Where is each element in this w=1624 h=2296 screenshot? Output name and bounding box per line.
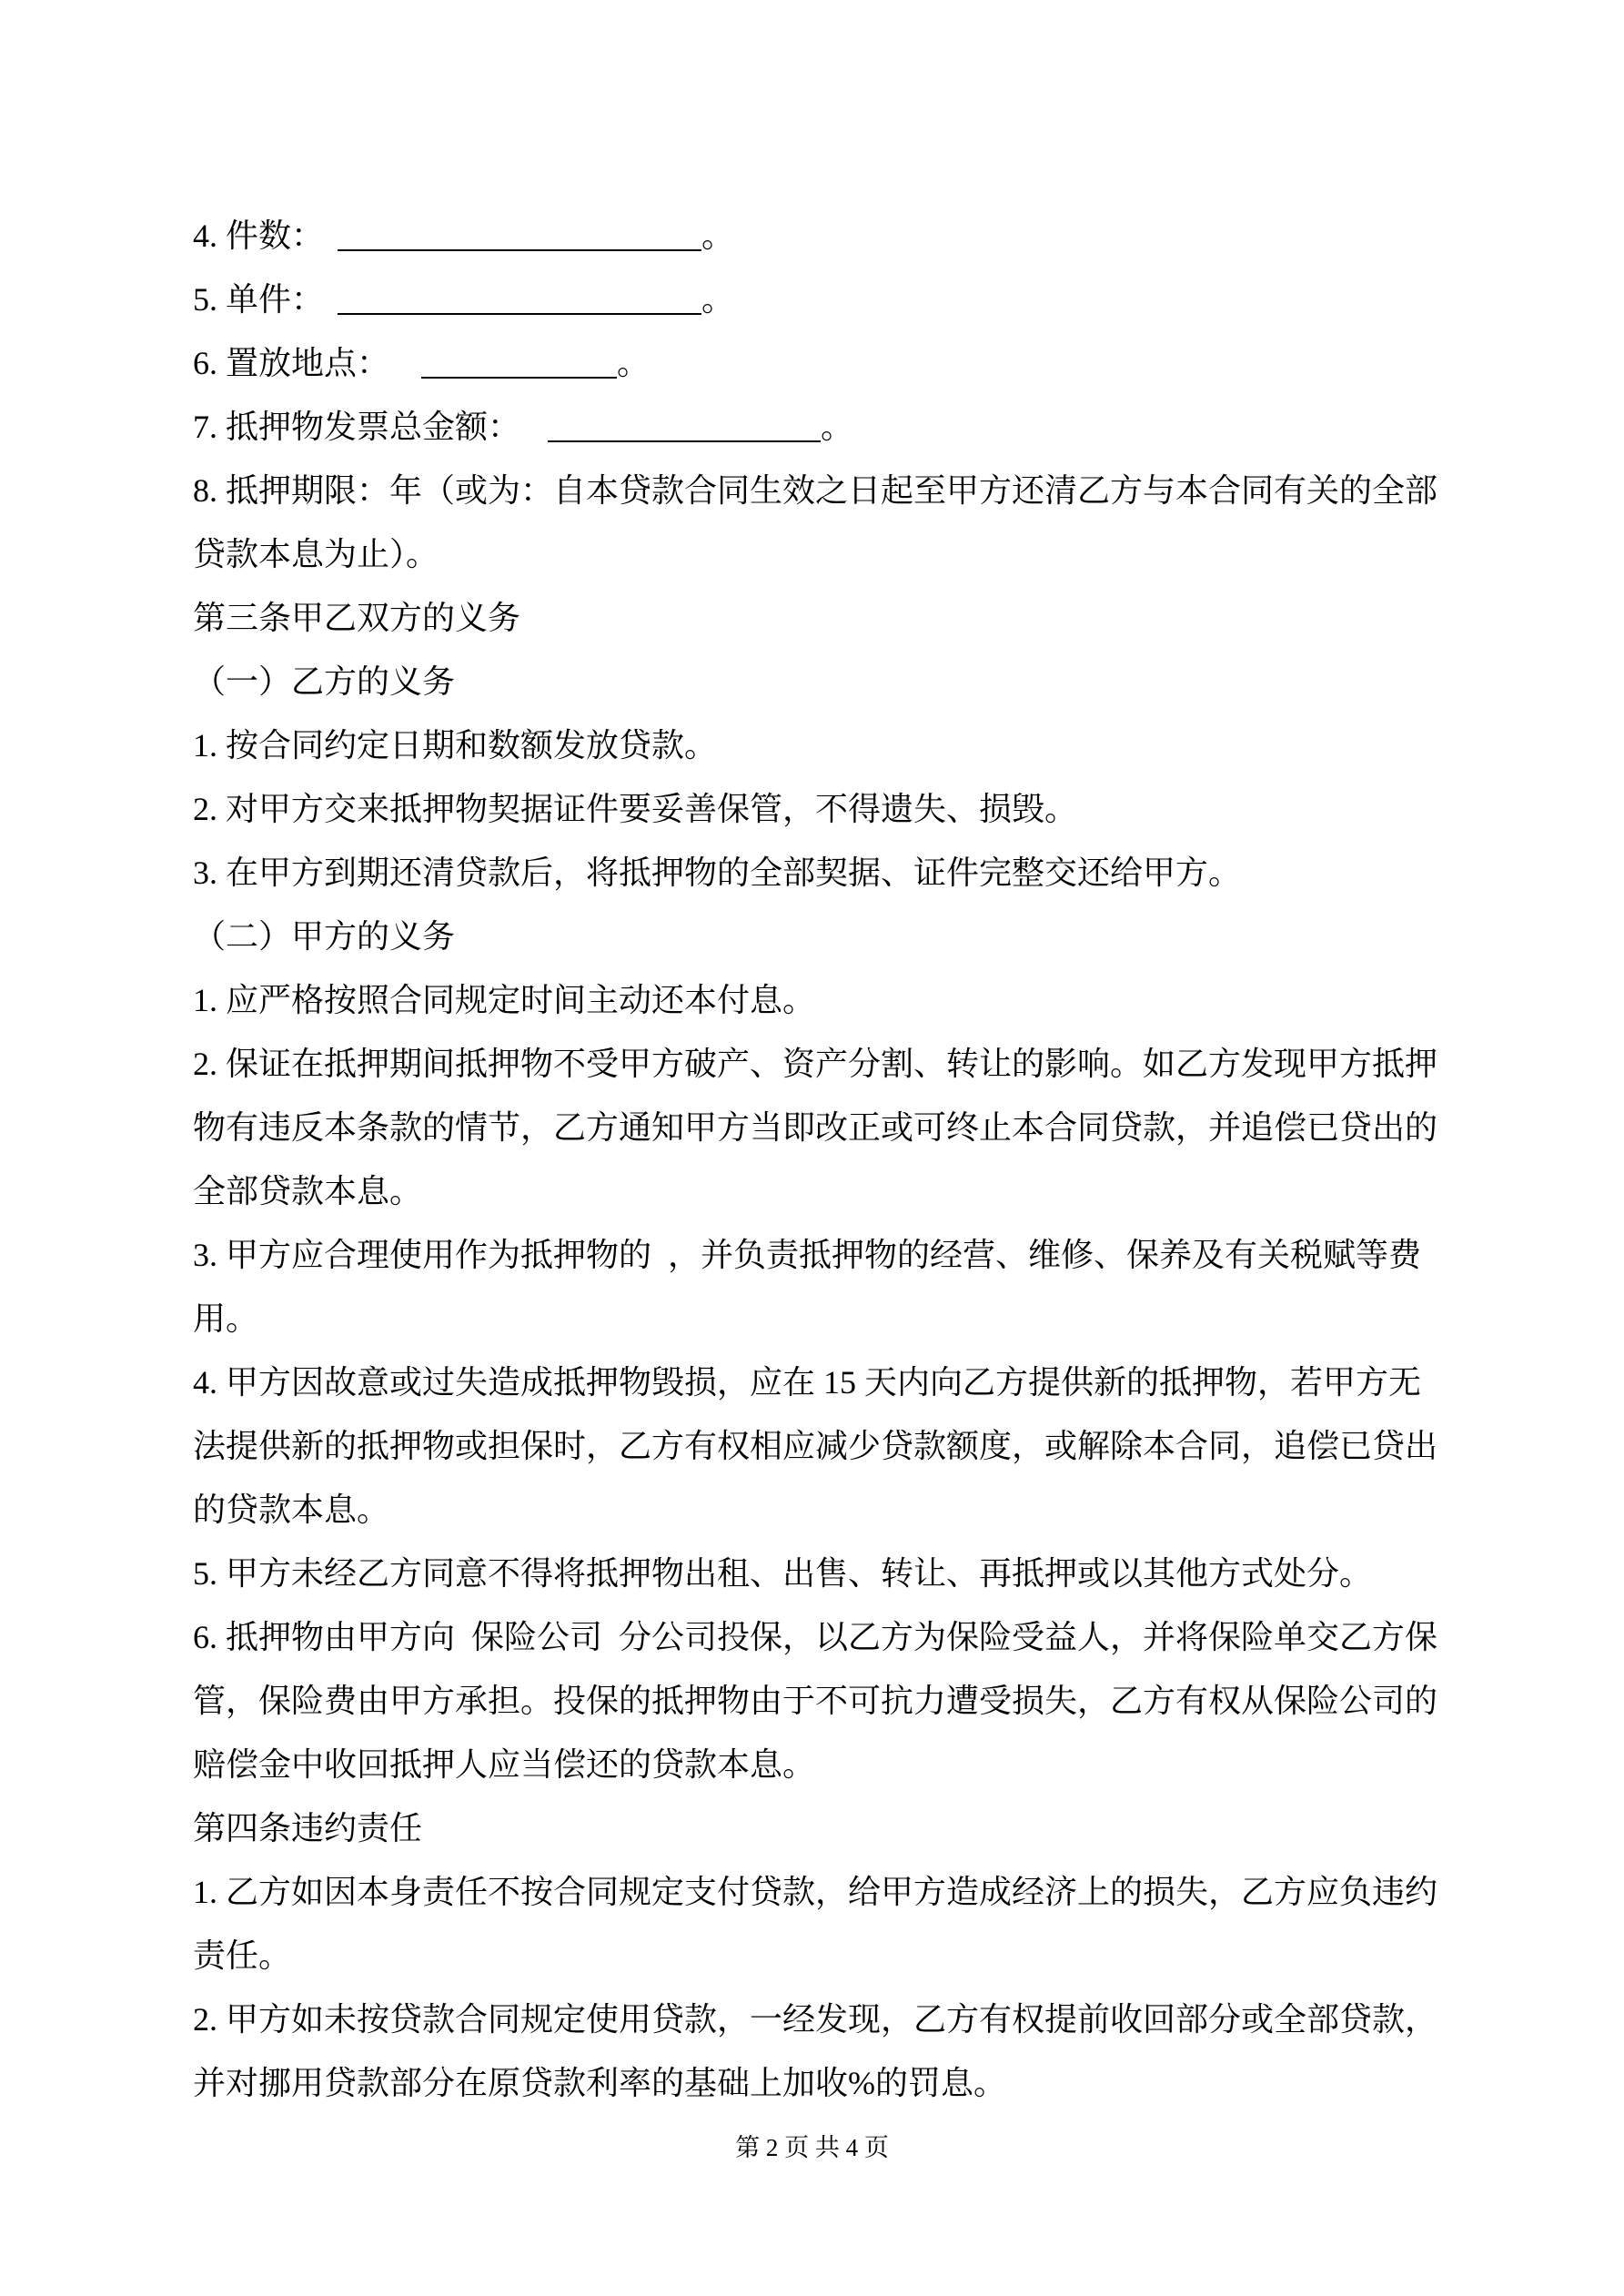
document-line [193,1605,1467,1669]
document-line [193,650,1467,713]
line-text: 。 [617,345,651,381]
document-line [193,713,1467,777]
line-text: 1. 应严格按照合同规定时间主动还本付息。 [193,982,816,1018]
line-text: 8. 抵押期限：年（或为：自本贷款合同生效之日起至甲方还清乙方与本合同有关的全部 [193,472,1438,509]
line-text: 第四条违约责任 [193,1810,423,1846]
line-text: 并对挪用贷款部分在原贷款利率的基础上加收%的罚息。 [193,2065,1006,2101]
line-text: 2. 对甲方交来抵押物契据证件要妥善保管，不得遗失、损毁。 [193,791,1078,827]
document-line [193,522,1467,586]
document-line [193,1924,1467,1988]
document-line [193,968,1467,1032]
line-text: 5. 甲方未经乙方同意不得将抵押物出租、出售、转让、再抵押或以其他方式处分。 [193,1555,1373,1592]
document-line [193,1988,1467,2051]
document-line [193,1669,1467,1733]
line-text: 物有违反本条款的情节，乙方通知甲方当即改正或可终止本合同贷款，并追偿已贷出的 [193,1109,1438,1146]
line-text: 法提供新的抵押物或担保时，乙方有权相应减少贷款额度，或解除本合同，追偿已贷出 [193,1428,1438,1464]
document-line [193,395,1467,459]
document-body [193,204,1467,2115]
line-text: 3. 甲方应合理使用作为抵押物的 ，并负责抵押物的经营、维修、保养及有关税赋等费 [193,1237,1422,1273]
line-text: 的贷款本息。 [193,1492,390,1528]
line-text: 7. 抵押物发票总金额： [193,409,521,445]
document-line [193,331,1467,395]
line-text: 6. 抵押物由甲方向 保险公司 分公司投保，以乙方为保险受益人，并将保险单交乙方保 [193,1619,1438,1655]
line-text: 赔偿金中收回抵押人应当偿还的贷款本息。 [193,1746,816,1783]
line-text: 1. 按合同约定日期和数额发放贷款。 [193,727,718,764]
line-text: 1. 乙方如因本身责任不按合同规定支付贷款，给甲方造成经济上的损失，乙方应负违约 [193,1874,1438,1910]
document-line [193,1159,1467,1223]
document-line [193,586,1467,650]
line-text: 用。 [193,1300,259,1337]
document-line [193,1542,1467,1605]
page-number: 第 2 页 共 4 页 [735,2134,889,2161]
line-text: 第三条甲乙双方的义务 [193,600,521,636]
document-line [193,1350,1467,1414]
line-text: 4. 件数： [193,217,325,254]
line-text: （一）乙方的义务 [193,663,456,700]
document-line [193,268,1467,331]
blank-field [421,371,617,379]
line-text: （二）甲方的义务 [193,918,456,955]
line-text: 2. 甲方如未按贷款合同规定使用贷款，一经发现，乙方有权提前收回部分或全部贷款， [193,2001,1438,2038]
blank-field [338,244,701,251]
document-line [193,905,1467,968]
line-text: 。 [701,281,735,318]
line-text: 责任。 [193,1937,292,1974]
document-line [193,1796,1467,1860]
document-line [193,1414,1467,1478]
line-text: 全部贷款本息。 [193,1173,423,1209]
line-text: 4. 甲方因故意或过失造成抵押物毁损，应在 15 天内向乙方提供新的抵押物，若甲方无 [193,1364,1422,1401]
line-text: 5. 单件： [193,281,325,318]
document-line [193,1032,1467,1096]
line-text: 。 [701,217,735,254]
document-line [193,1287,1467,1350]
document-line [193,204,1467,268]
document-line [193,1860,1467,1924]
document-line [193,777,1467,841]
document-line [193,1733,1467,1796]
blank-field [548,435,821,442]
line-text: 管，保险费由甲方承担。投保的抵押物由于不可抗力遭受损失，乙方有权从保险公司的 [193,1683,1438,1719]
document-line [193,1478,1467,1542]
line-text: 。 [821,409,854,445]
document-line [193,841,1467,905]
document-line [193,1223,1467,1287]
document-line [193,459,1467,522]
line-text: 3. 在甲方到期还清贷款后，将抵押物的全部契据、证件完整交还给甲方。 [193,855,1242,891]
line-text: 6. 置放地点： [193,345,390,381]
line-text: 2. 保证在抵押期间抵押物不受甲方破产、资产分割、转让的影响。如乙方发现甲方抵押 [193,1046,1438,1082]
document-line [193,2051,1467,2115]
document-line [193,1096,1467,1159]
line-text: 贷款本息为止）。 [193,536,439,572]
blank-field [338,308,701,315]
